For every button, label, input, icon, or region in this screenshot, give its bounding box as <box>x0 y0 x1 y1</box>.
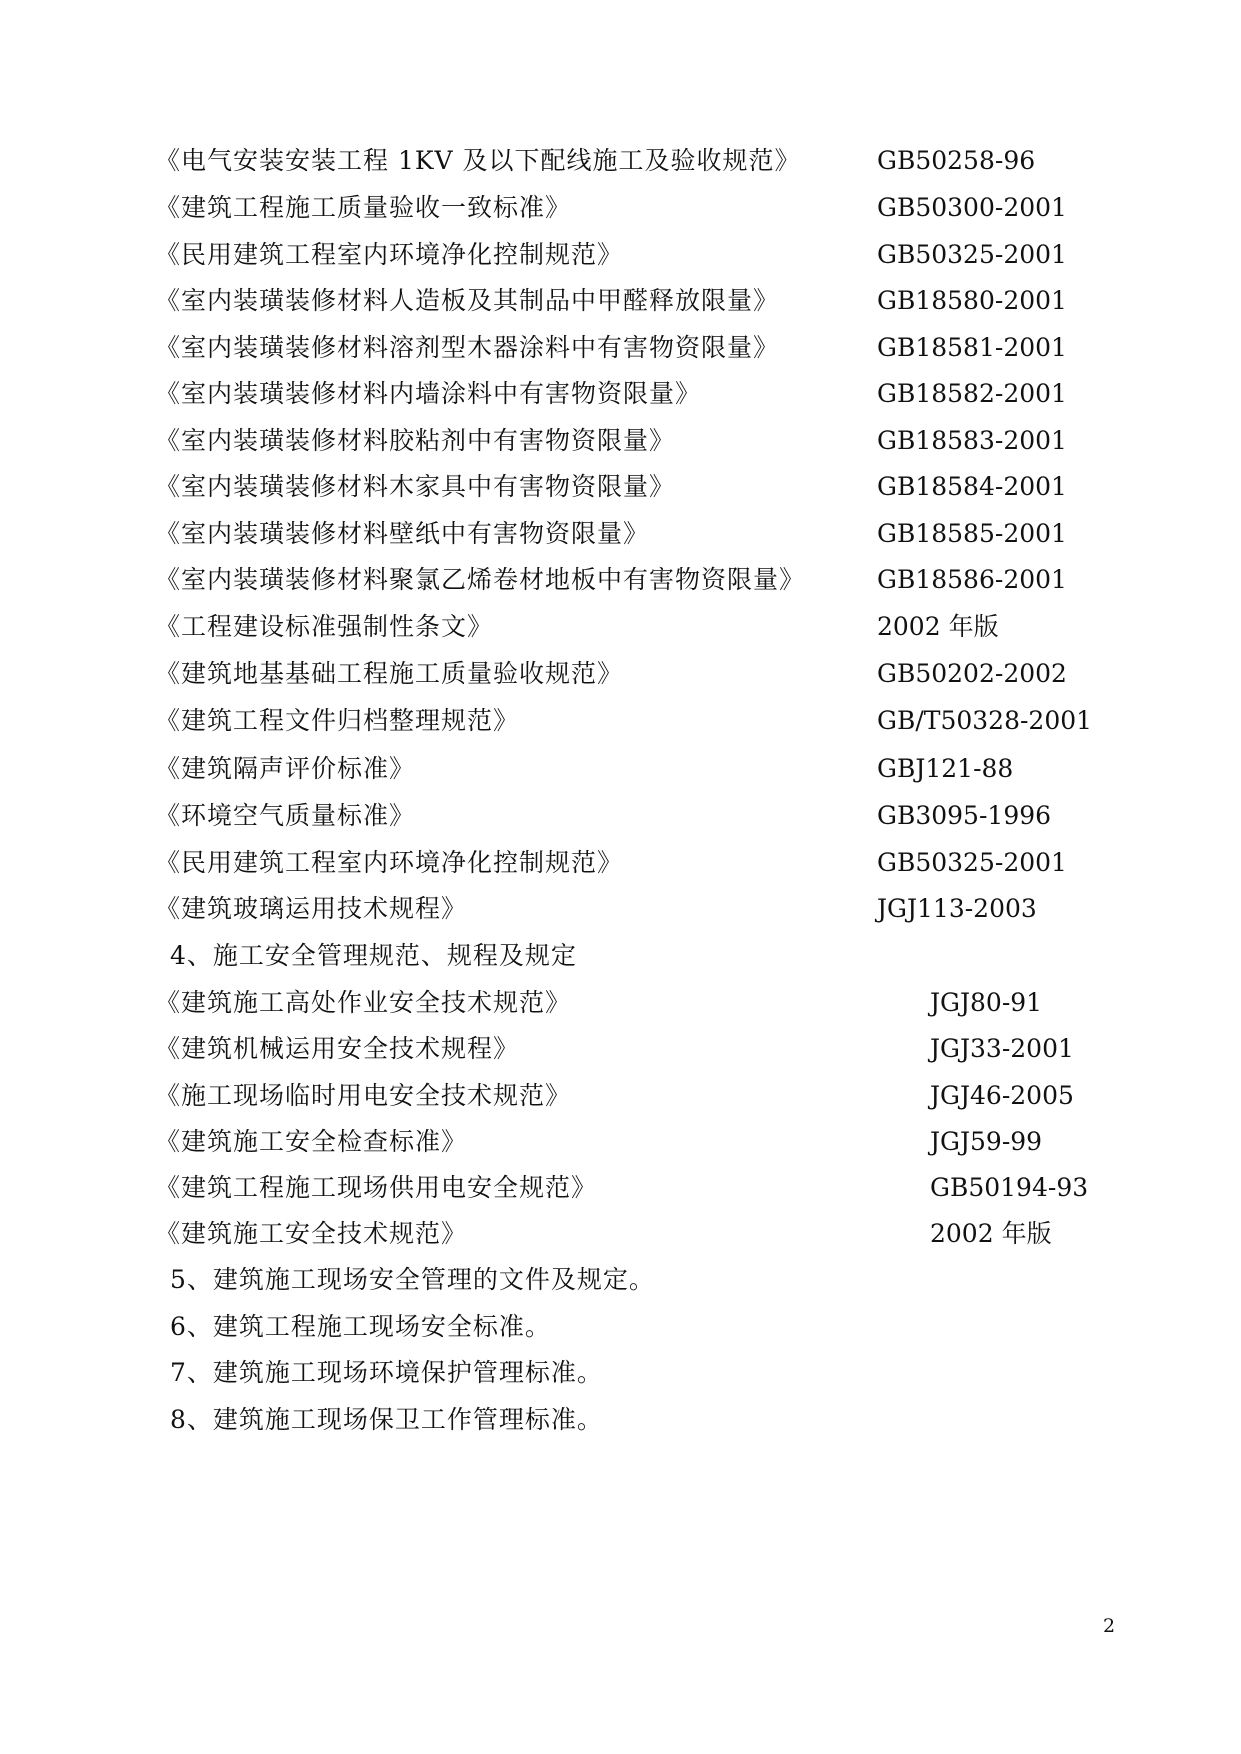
standard-title: 《建筑工程施工现场供用电安全规范》 <box>155 1173 598 1202</box>
standard-code: GB50325-2001 <box>877 240 1067 269</box>
standard-code: GB3095-1996 <box>877 801 1052 830</box>
standard-title: 《建筑地基基础工程施工质量验收规范》 <box>155 659 624 688</box>
standard-title: 《建筑施工高处作业安全技术规范》 <box>155 988 572 1017</box>
standard-code: 2002 年版 <box>930 1219 1052 1248</box>
standard-code: GB18586-2001 <box>877 565 1067 594</box>
standard-title: 《施工现场临时用电安全技术规范》 <box>155 1081 572 1110</box>
standard-code: GB50202-2002 <box>877 659 1067 688</box>
standard-code: GB18580-2001 <box>877 286 1067 315</box>
standard-code: 2002 年版 <box>877 612 999 641</box>
standard-code: GB50194-93 <box>930 1173 1089 1202</box>
standard-code: GB18583-2001 <box>877 426 1067 455</box>
standard-code: JGJ80-91 <box>930 988 1043 1017</box>
standard-title: 《环境空气质量标准》 <box>155 801 416 830</box>
standard-title: 《室内装璜装修材料聚氯乙烯卷材地板中有害物资限量》 <box>155 565 806 594</box>
standard-title: 《工程建设标准强制性条文》 <box>155 612 494 641</box>
standard-code: GB18581-2001 <box>877 333 1067 362</box>
page-number: 2 <box>1103 1615 1116 1637</box>
standard-code: JGJ113-2003 <box>877 894 1037 923</box>
section-item: 8、建筑施工现场保卫工作管理标准。 <box>170 1405 603 1434</box>
standard-title: 《室内装璜装修材料胶粘剂中有害物资限量》 <box>155 426 676 455</box>
standard-title: 《建筑玻璃运用技术规程》 <box>155 894 468 923</box>
standard-title: 《室内装璜装修材料壁纸中有害物资限量》 <box>155 519 650 548</box>
standard-code: JGJ46-2005 <box>930 1081 1074 1110</box>
standard-code: GB18585-2001 <box>877 519 1067 548</box>
standard-title: 《室内装璜装修材料内墙涂料中有害物资限量》 <box>155 379 702 408</box>
standard-title: 《室内装璜装修材料木家具中有害物资限量》 <box>155 472 676 501</box>
standard-code: JGJ33-2001 <box>930 1034 1074 1063</box>
standard-code: GB18584-2001 <box>877 472 1067 501</box>
standard-title: 《建筑施工安全检查标准》 <box>155 1127 468 1156</box>
standard-title: 《室内装璜装修材料溶剂型木器涂料中有害物资限量》 <box>155 333 780 362</box>
standard-title: 《民用建筑工程室内环境净化控制规范》 <box>155 848 624 877</box>
standard-title: 《室内装璜装修材料人造板及其制品中甲醛释放限量》 <box>155 286 780 315</box>
standard-title: 《民用建筑工程室内环境净化控制规范》 <box>155 240 624 269</box>
standard-code: GBJ121-88 <box>877 754 1014 783</box>
section-item: 5、建筑施工现场安全管理的文件及规定。 <box>170 1265 655 1294</box>
standard-title: 《建筑机械运用安全技术规程》 <box>155 1034 520 1063</box>
standard-code: GB50325-2001 <box>877 848 1067 877</box>
section-item: 6、建筑工程施工现场安全标准。 <box>170 1312 551 1341</box>
section-heading: 4、施工安全管理规范、规程及规定 <box>170 941 577 970</box>
standard-title: 《建筑工程文件归档整理规范》 <box>155 706 520 735</box>
standard-code: GB18582-2001 <box>877 379 1067 408</box>
standard-title: 《建筑施工安全技术规范》 <box>155 1219 468 1248</box>
standard-code: JGJ59-99 <box>930 1127 1043 1156</box>
standard-title: 《电气安装安装工程 1KV 及以下配线施工及验收规范》 <box>155 146 801 175</box>
section-item: 7、建筑施工现场环境保护管理标准。 <box>170 1358 603 1387</box>
standard-title: 《建筑工程施工质量验收一致标准》 <box>155 193 572 222</box>
standard-code: GB50300-2001 <box>877 193 1067 222</box>
standard-title: 《建筑隔声评价标准》 <box>155 754 416 783</box>
standard-code: GB50258-96 <box>877 146 1036 175</box>
standard-code: GB/T50328-2001 <box>877 706 1093 735</box>
